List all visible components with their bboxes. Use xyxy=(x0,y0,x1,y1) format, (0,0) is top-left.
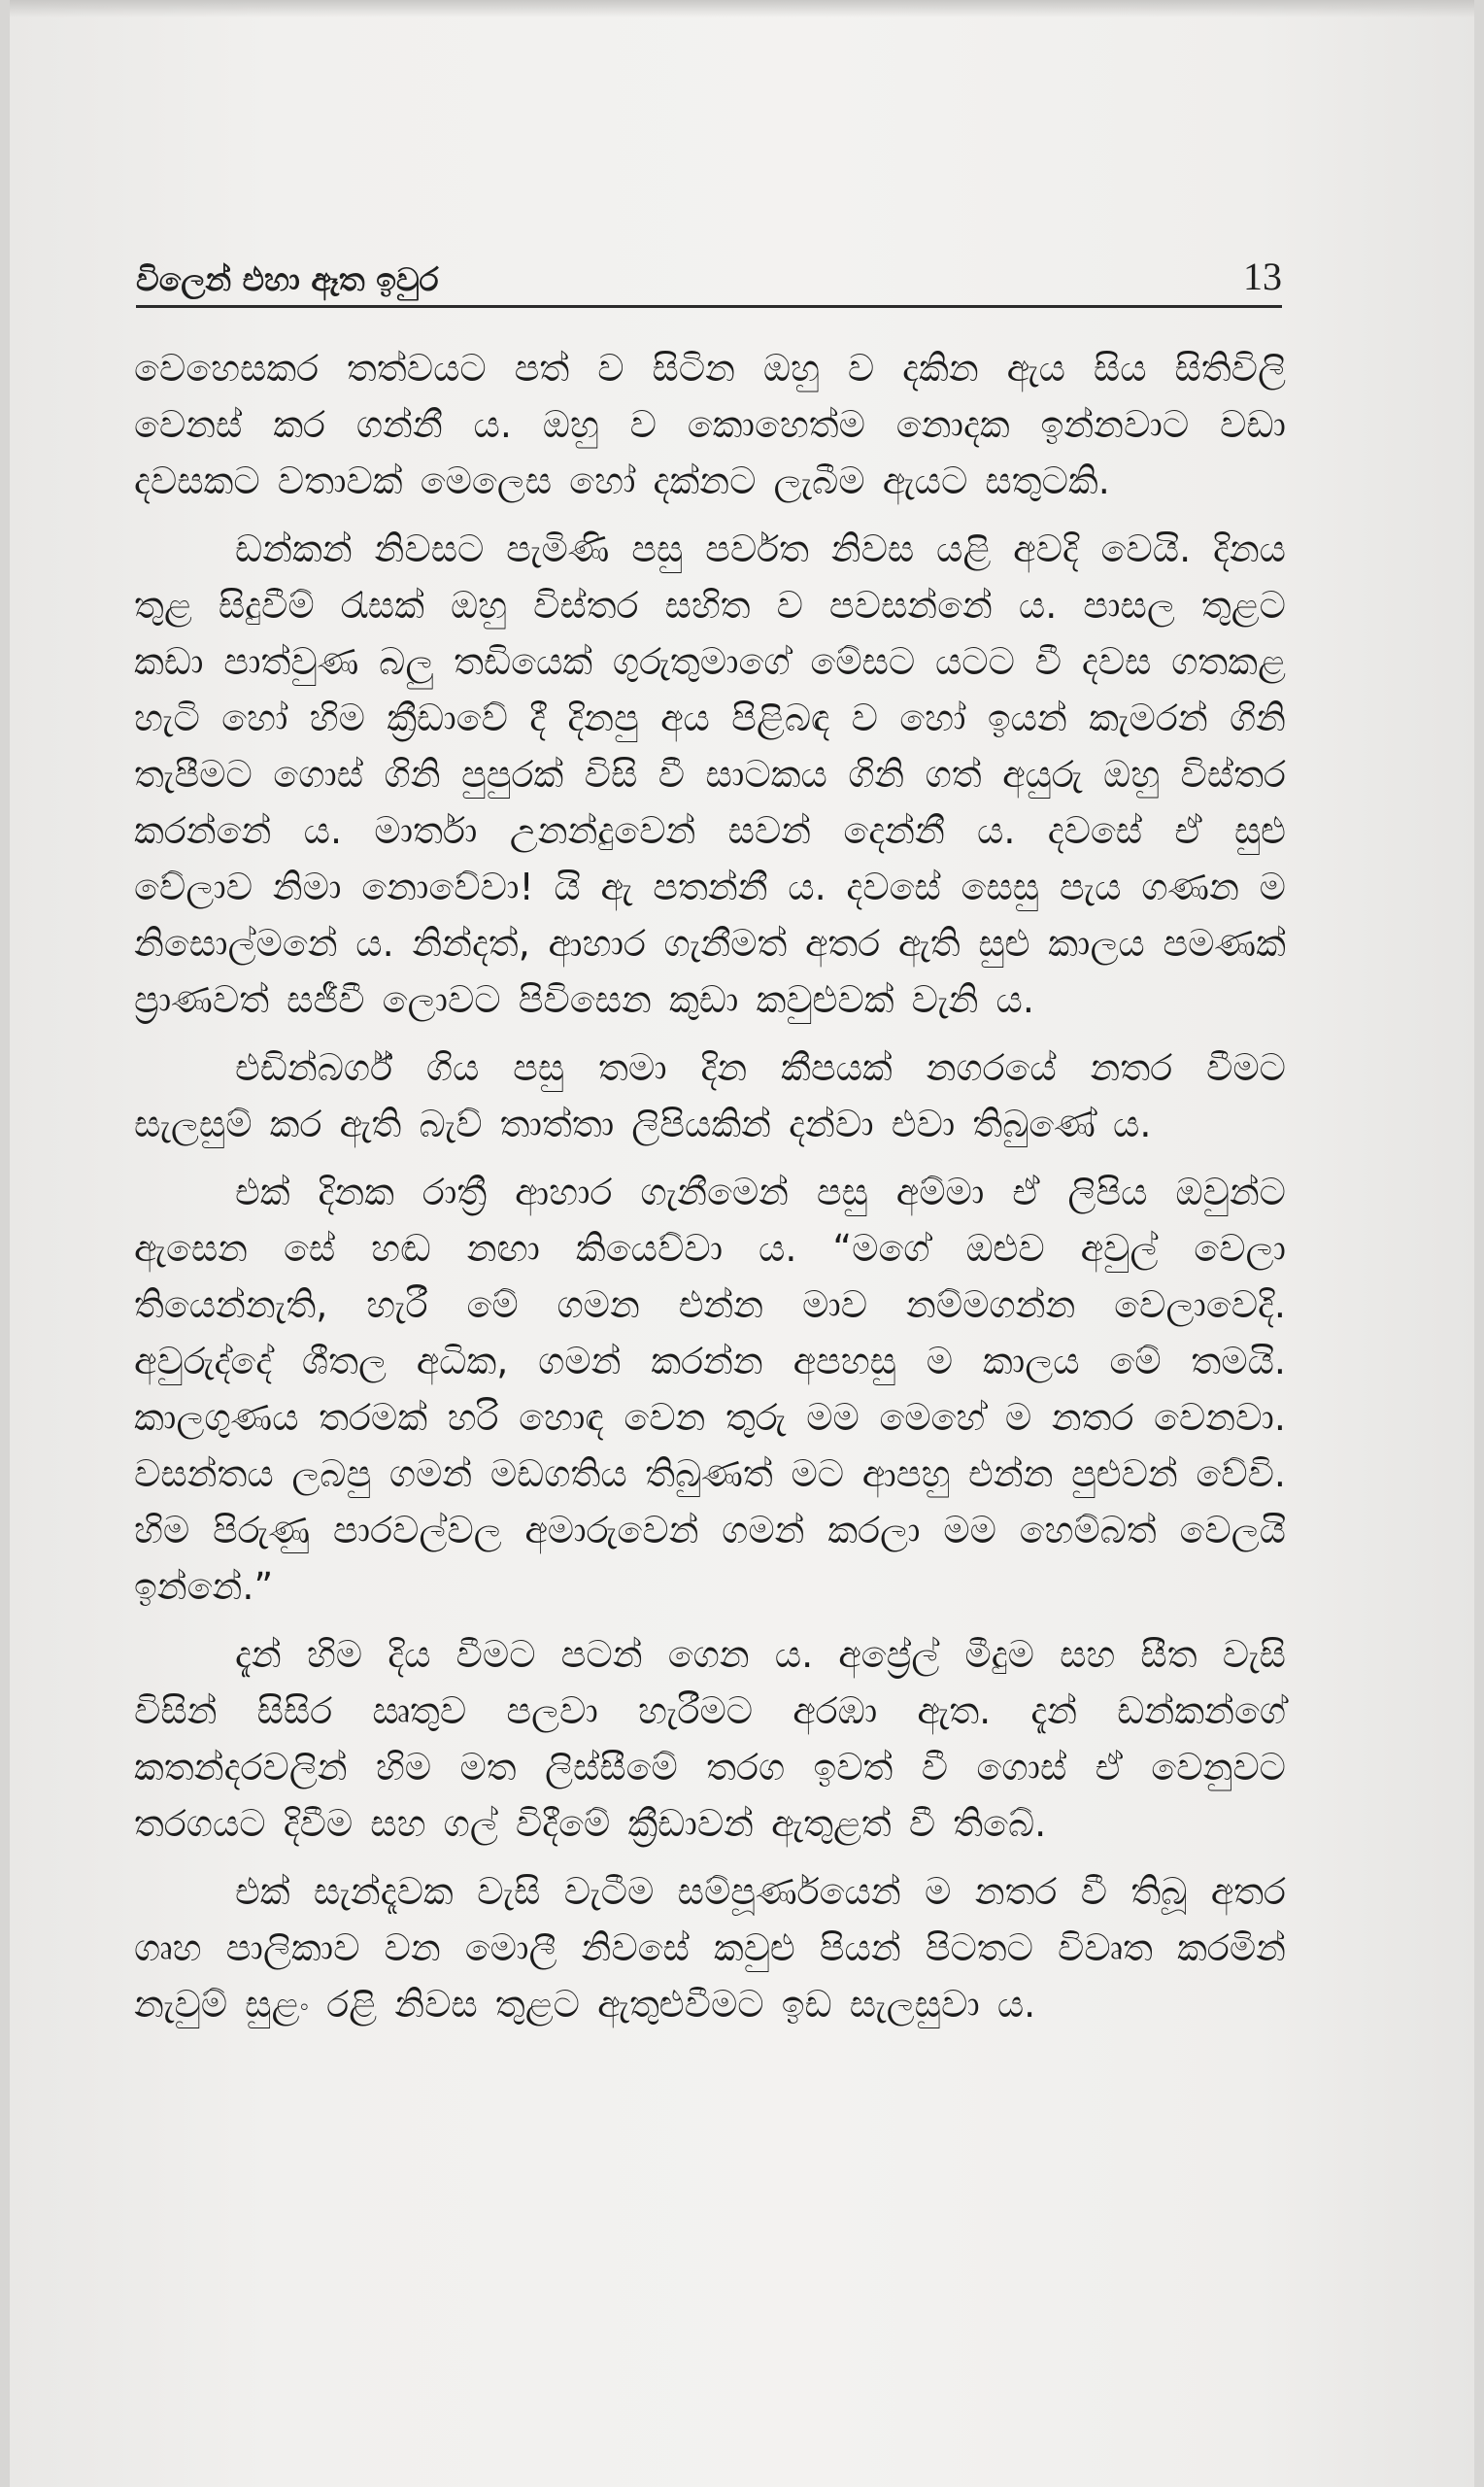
paragraph: එඩින්බර්ග් ගිය පසු තමා දින කීපයක් නගරයේ නතර වීමට සැලසුම් කර ඇති බැව් තාත්තා ලිපියකින් දන්වා එවා තිබුණේ ය. xyxy=(134,1046,1286,1145)
page-top-shadow xyxy=(10,0,1474,17)
running-title: විලෙන් එහා ඈත ඉවුර xyxy=(136,260,439,298)
page-number: 13 xyxy=(1243,255,1282,298)
paragraph: එක් දිනක රාත්‍රී ආහාර ගැනීමෙන් පසු අම්මා ඒ ලිපිය ඔවුන්ට ඇසෙන සේ හඬ නඟා කියෙව්වා ය. “මගේ ඔළුව අවුල් වෙලා තියෙන්නැති, හැරී මේ ගමන එන්න මාව නම්මගන්න වෙලාවෙදි. අවුරුද්දේ ශීතල අධික, ගමන් කරන්න අපහසු ම කාලය මේ තමයි. කාලගුණය තරමක් හරි හොඳ වෙන තුරු මම මෙහේ ම නතර වෙනවා. වසන්තය ලබපු ගමන් මඩගතිය තිබුණත් මට ආපහු එන්න පුළුවන් වේවි. හිම පිරුණු පාරවල්වල අමාරුවෙන් ගමන් කරලා මම හෙම්බත් වෙලයි ඉන්නේ.” xyxy=(134,1171,1286,1608)
paragraph: දැන් හිම දිය වීමට පටන් ගෙන ය. අප්‍රේල් මීදුම සහ සීත වැසි විසින් සිසිර ඍතුව පලවා හැරීමට අරඹා ඇත. දැන් ඩන්කන්ගේ කතන්දරවලින් හිම මත ලිස්සීමේ තරග ඉවත් වී ගොස් ඒ වෙනුවට තරගයට දිවීම සහ ගල් විදීමේ ක්‍රීඩාවන් ඇතුළත් වී තිබේ. xyxy=(134,1633,1286,1845)
paragraph: එක් සැන්දෑවක වැසි වැටීම සම්පූර්ණයෙන් ම නතර වී තිබූ අතර ගෘහ පාලිකාව වන මොලී නිවසේ කවුළු පියන් පිටතට විවෘත කරමින් නැවුම් සුළං රළි නිවස තුළට ඇතුළුවීමට ඉඩ සැලසුවා ය. xyxy=(134,1870,1286,2026)
paragraph: වෙහෙසකර තත්වයට පත් ව සිටින ඔහු ව දකින ඇය සිය සිතිවිලි වෙනස් කර ගන්නී ය. ඔහු ව කොහෙත්ම නොදක ඉන්නවාට වඩා දවසකට වතාවක් මෙලෙස හෝ දක්නට ලැබීම ඇයට සතුටකි. xyxy=(134,347,1286,502)
body-text xyxy=(134,340,1286,2044)
book-page xyxy=(10,0,1474,2487)
running-header xyxy=(136,255,1282,308)
paragraph: ඩන්කන් නිවසට පැමිණි පසු පර්වත නිවස යළි අවදි වෙයි. දිනය තුළ සිදුවීම් රැසක් ඔහු විස්තර සහිත ව පවසන්නේ ය. පාසල තුළට කඩා පාත්වුණ බලු තඩියෙක් ගුරුතුමාගේ මේසට යටට වී දවස ගතකළ හැටි හෝ හිම ක්‍රීඩාවේ දී දිනපු අය පිළිබඳ ව හෝ ඉයන් කැමරන් ගිනි තැපීමට ගොස් ගිනි පුපුරක් විසි වී සාටකය ගිනි ගත් අයුරු ඔහු විස්තර කරන්නේ ය. මාර්තා උනන්දුවෙන් සවන් දෙන්නී ය. දවසේ ඒ සුළු වේලාව නිමා නොවේවා! යි ඇ පතන්නී ය. දවසේ සෙසු පැය ගණන ම නිසොල්මනේ ය. නින්දත්, ආහාර ගැනීමත් අතර ඇති සුළු කාලය පමණක් ප්‍රාණවත් සජීවී ලොවට පිවිසෙන කුඩා කවුළුවක් වැනි ය. xyxy=(134,528,1286,1021)
